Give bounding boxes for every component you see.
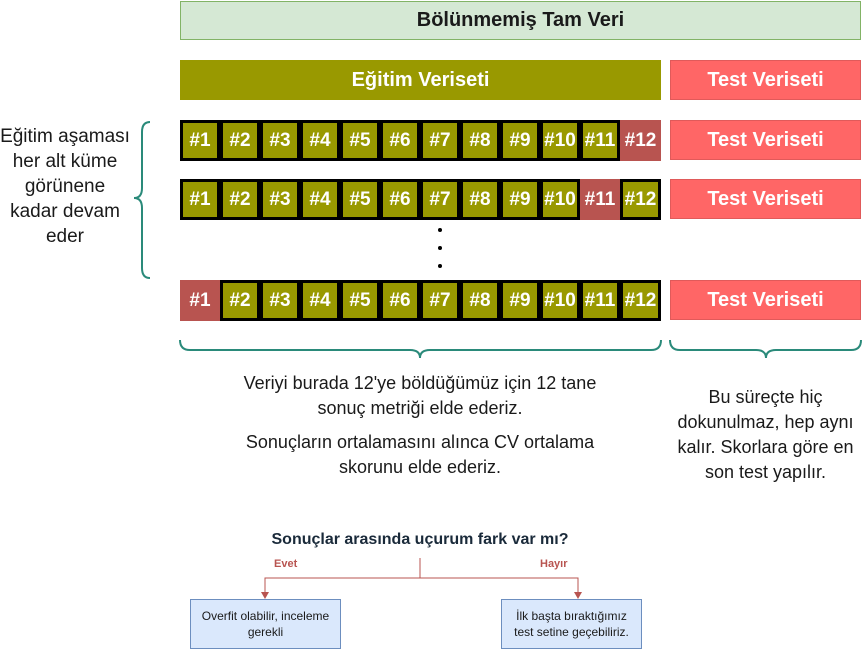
- no-arrow-line: [420, 578, 578, 593]
- training-fold-cell: #2: [220, 179, 260, 220]
- yes-arrow-line: [265, 578, 420, 593]
- training-fold-cell: #3: [260, 280, 300, 321]
- training-fold-cell: #4: [300, 120, 340, 161]
- training-fold-cell: #9: [500, 120, 540, 161]
- training-phase-note: Eğitim aşaması her alt küme görünene kadar devam eder: [0, 126, 130, 247]
- test-dataset-row-3: Test Veriseti: [670, 280, 861, 320]
- validation-fold-cell: #11: [580, 179, 620, 220]
- training-fold-cell: #5: [340, 280, 380, 321]
- cv-average-note: Sonuçların ortalamasını alınca CV ortalama skorunu elde ederiz.: [245, 432, 595, 477]
- branch-no-label: Hayır: [540, 558, 568, 570]
- training-fold-cell: #8: [460, 120, 500, 161]
- decision-question: Sonuçlar arasında uçurum fark var mı?: [271, 531, 569, 548]
- training-fold-cell: #10: [540, 280, 580, 321]
- training-fold-cell: #6: [380, 179, 420, 220]
- training-fold-cell: #12: [620, 280, 661, 321]
- left-brace: [134, 122, 150, 278]
- training-fold-cell: #7: [420, 280, 460, 321]
- training-brace: [180, 340, 661, 358]
- test-dataset-row-2: Test Veriseti: [670, 179, 861, 219]
- training-fold-cell: #12: [620, 179, 661, 220]
- no-arrowhead: [574, 592, 582, 599]
- training-fold-cell: #6: [380, 120, 420, 161]
- training-fold-cell: #2: [220, 120, 260, 161]
- training-fold-cell: #10: [540, 120, 580, 161]
- training-fold-cell: #10: [540, 179, 580, 220]
- outcome-overfit-box: Overfit olabilir, inceleme gerekli: [190, 599, 341, 649]
- training-fold-cell: #3: [260, 120, 300, 161]
- training-fold-cell: #11: [580, 280, 620, 321]
- training-fold-cell: #9: [500, 179, 540, 220]
- training-fold-cell: #5: [340, 179, 380, 220]
- training-fold-cell: #8: [460, 280, 500, 321]
- training-fold-cell: #4: [300, 179, 340, 220]
- training-fold-cell: #11: [580, 120, 620, 161]
- training-fold-cell: #1: [180, 120, 220, 161]
- yes-arrowhead: [261, 592, 269, 599]
- training-dataset-header: Eğitim Veriseti: [180, 60, 661, 100]
- test-brace: [670, 340, 861, 358]
- training-fold-cell: #7: [420, 179, 460, 220]
- training-fold-cell: #5: [340, 120, 380, 161]
- training-fold-cell: #4: [300, 280, 340, 321]
- test-dataset-row-1: Test Veriseti: [670, 120, 861, 160]
- outcome-go-to-test-box: İlk başta bıraktığımız test setine geçebiliriz.: [501, 599, 642, 649]
- validation-fold-cell: #1: [180, 280, 220, 321]
- training-fold-cell: #7: [420, 120, 460, 161]
- validation-fold-cell: #12: [620, 120, 661, 161]
- full-data-title: Bölünmemiş Tam Veri: [180, 1, 861, 40]
- training-fold-cell: #9: [500, 280, 540, 321]
- test-set-note: Bu süreçte hiç dokunulmaz, hep aynı kalır. Skorlara göre en son test yapılır.: [677, 387, 854, 482]
- training-fold-cell: #1: [180, 179, 220, 220]
- branch-yes-label: Evet: [274, 558, 298, 570]
- test-dataset-header: Test Veriseti: [670, 60, 861, 100]
- fold-metric-note: Veriyi burada 12'ye böldüğümüz için 12 tane sonuç metriği elde ederiz.: [243, 373, 597, 418]
- training-fold-cell: #6: [380, 280, 420, 321]
- training-fold-cell: #3: [260, 179, 300, 220]
- training-fold-cell: #2: [220, 280, 260, 321]
- training-fold-cell: #8: [460, 179, 500, 220]
